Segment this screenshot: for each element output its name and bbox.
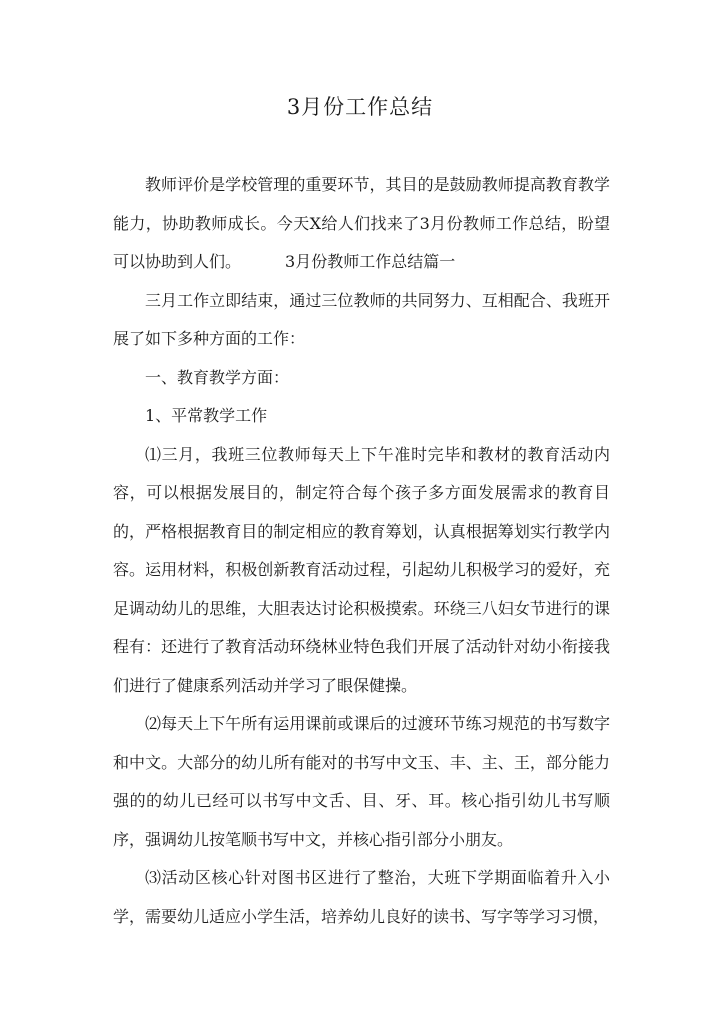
paragraph: ⑶活动区核心针对图书区进行了整治，大班下学期面临着升入小学，需要幼儿适应小学生活，培养幼儿良好的读书、写字等学习习惯， — [113, 868, 610, 926]
paragraph-intro-text: 教师评价是学校管理的重要环节，其目的是鼓励教师提高教育教学能力，协助教师成长。今天X给人们找来了3月份教师工作总结，盼望可以协助到人们。 — [113, 175, 610, 271]
section-heading-inline: 3月份教师工作总结篇一 — [285, 252, 456, 271]
document-body — [113, 166, 610, 936]
section-heading: 一、教育教学方面： — [145, 367, 290, 387]
subsection-heading: 1、平常教学工作 — [145, 406, 268, 425]
paragraph-intro — [113, 166, 610, 282]
document-title: 3月份工作总结 — [286, 95, 434, 119]
paragraph: ⑵每天上下午所有运用课前或课后的过渡环节练习规范的书写数字和中文。大部分的幼儿所有能对的书写中文玉、丰、主、王，部分能力强的的幼儿已经可以书写中文舌、目、牙、耳。核心指引幼儿书写顺序，强调幼儿按笔顺书写中文，并核心指引部分小朋友。 — [113, 714, 610, 849]
paragraph: 三月工作立即结束，通过三位教师的共同努力、互相配合、我班开展了如下多种方面的工作： — [113, 290, 610, 348]
paragraph: ⑴三月，我班三位教师每天上下午准时完毕和教材的教育活动内容，可以根据发展目的，制定符合每个孩子多方面发展需求的教育目的，严格根据教育目的制定相应的教育筹划，认真根据筹划实行教学内容。运用材料，积极创新教育活动过程，引起幼儿积极学习的爱好，充足调动幼儿的思维，大胆表达讨论积极摸索。环绕三八妇女节进行的课程有：还进行了教育活动环绕林业特色我们开展了活动针对幼小衔接我们进行了健康系列活动并学习了眼保健操。 — [113, 444, 610, 695]
